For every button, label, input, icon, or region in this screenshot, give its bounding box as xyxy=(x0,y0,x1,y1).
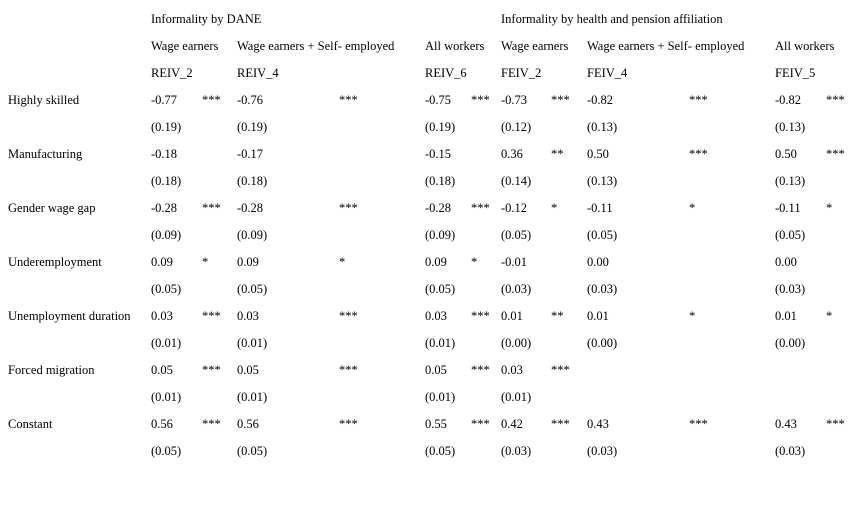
coefficient: 0.56 xyxy=(237,417,259,431)
significance-stars: * xyxy=(339,255,346,269)
significance-stars: *** xyxy=(826,417,845,431)
column-code: REIV_6 xyxy=(425,66,467,80)
significance-stars: ** xyxy=(551,309,564,323)
standard-error: (0.05) xyxy=(425,282,456,296)
coefficient: 0.55 xyxy=(425,417,447,431)
coefficient: 0.01 xyxy=(501,309,523,323)
standard-error: (0.05) xyxy=(237,444,268,458)
coefficient: 0.03 xyxy=(237,309,259,323)
significance-stars: *** xyxy=(471,93,490,107)
standard-error: (0.03) xyxy=(501,282,532,296)
significance-stars: *** xyxy=(551,363,570,377)
significance-stars: * xyxy=(826,201,833,215)
significance-stars: *** xyxy=(689,147,708,161)
standard-error: (0.18) xyxy=(237,174,268,188)
significance-stars: *** xyxy=(471,417,490,431)
significance-stars: *** xyxy=(339,363,358,377)
significance-stars: *** xyxy=(202,309,221,323)
significance-stars: *** xyxy=(689,93,708,107)
standard-error: (0.03) xyxy=(775,444,806,458)
column-description: Wage earners xyxy=(151,39,219,53)
standard-error: (0.19) xyxy=(151,120,182,134)
coefficient: 0.09 xyxy=(151,255,173,269)
significance-stars: *** xyxy=(339,93,358,107)
row-label: Underemployment xyxy=(8,255,102,269)
significance-stars: * xyxy=(689,309,696,323)
group-header: Informality by health and pension affiliation xyxy=(501,12,723,26)
coefficient: 0.05 xyxy=(425,363,447,377)
significance-stars: *** xyxy=(339,417,358,431)
standard-error: (0.00) xyxy=(501,336,532,350)
standard-error: (0.01) xyxy=(151,390,182,404)
coefficient: -0.82 xyxy=(775,93,802,107)
coefficient: -0.28 xyxy=(237,201,264,215)
coefficient: 0.01 xyxy=(775,309,797,323)
coefficient: -0.28 xyxy=(425,201,452,215)
row-label: Gender wage gap xyxy=(8,201,96,215)
standard-error: (0.18) xyxy=(151,174,182,188)
row-label: Highly skilled xyxy=(8,93,80,107)
standard-error: (0.03) xyxy=(775,282,806,296)
coefficient: -0.75 xyxy=(425,93,452,107)
standard-error: (0.03) xyxy=(587,282,618,296)
standard-error: (0.03) xyxy=(587,444,618,458)
coefficient: -0.73 xyxy=(501,93,528,107)
significance-stars: *** xyxy=(202,363,221,377)
coefficient: 0.50 xyxy=(587,147,609,161)
coefficient: -0.77 xyxy=(151,93,178,107)
coefficient: -0.12 xyxy=(501,201,528,215)
coefficient: 0.00 xyxy=(775,255,797,269)
standard-error: (0.05) xyxy=(425,444,456,458)
column-description: Wage earners + Self- employed xyxy=(237,39,395,53)
standard-error: (0.13) xyxy=(775,174,806,188)
standard-error: (0.12) xyxy=(501,120,532,134)
row-label: Manufacturing xyxy=(8,147,83,161)
column-code: REIV_2 xyxy=(151,66,193,80)
column-code: FEIV_5 xyxy=(775,66,816,80)
coefficient: -0.76 xyxy=(237,93,264,107)
significance-stars: *** xyxy=(689,417,708,431)
column-code: REIV_4 xyxy=(237,66,279,80)
coefficient: 0.05 xyxy=(151,363,173,377)
significance-stars: *** xyxy=(202,93,221,107)
coefficient: 0.01 xyxy=(587,309,609,323)
standard-error: (0.01) xyxy=(237,336,268,350)
column-code: FEIV_2 xyxy=(501,66,542,80)
standard-error: (0.01) xyxy=(425,390,456,404)
column-description: All workers xyxy=(775,39,835,53)
standard-error: (0.01) xyxy=(425,336,456,350)
significance-stars: ** xyxy=(551,147,564,161)
standard-error: (0.19) xyxy=(425,120,456,134)
significance-stars: * xyxy=(689,201,696,215)
coefficient: 0.05 xyxy=(237,363,259,377)
significance-stars: *** xyxy=(826,93,845,107)
coefficient: 0.03 xyxy=(501,363,523,377)
standard-error: (0.13) xyxy=(775,120,806,134)
coefficient: 0.09 xyxy=(425,255,447,269)
coefficient: -0.11 xyxy=(775,201,801,215)
standard-error: (0.05) xyxy=(587,228,618,242)
significance-stars: * xyxy=(471,255,478,269)
standard-error: (0.14) xyxy=(501,174,532,188)
standard-error: (0.00) xyxy=(587,336,618,350)
significance-stars: *** xyxy=(471,363,490,377)
standard-error: (0.03) xyxy=(501,444,532,458)
group-header: Informality by DANE xyxy=(151,12,262,26)
coefficient: 0.50 xyxy=(775,147,797,161)
significance-stars: *** xyxy=(339,309,358,323)
significance-stars: *** xyxy=(471,309,490,323)
row-label: Forced migration xyxy=(8,363,95,377)
standard-error: (0.18) xyxy=(425,174,456,188)
standard-error: (0.01) xyxy=(237,390,268,404)
standard-error: (0.05) xyxy=(237,282,268,296)
significance-stars: * xyxy=(551,201,558,215)
coefficient: 0.56 xyxy=(151,417,173,431)
coefficient: -0.01 xyxy=(501,255,528,269)
coefficient: 0.43 xyxy=(775,417,797,431)
coefficient: 0.03 xyxy=(425,309,447,323)
standard-error: (0.05) xyxy=(775,228,806,242)
coefficient: -0.18 xyxy=(151,147,178,161)
significance-stars: *** xyxy=(471,201,490,215)
coefficient: 0.00 xyxy=(587,255,609,269)
standard-error: (0.05) xyxy=(151,282,182,296)
coefficient: -0.17 xyxy=(237,147,264,161)
significance-stars: *** xyxy=(339,201,358,215)
significance-stars: *** xyxy=(202,201,221,215)
standard-error: (0.09) xyxy=(237,228,268,242)
coefficient: -0.28 xyxy=(151,201,178,215)
coefficient: 0.36 xyxy=(501,147,523,161)
row-label: Constant xyxy=(8,417,53,431)
coefficient: -0.82 xyxy=(587,93,614,107)
standard-error: (0.05) xyxy=(501,228,532,242)
significance-stars: * xyxy=(202,255,209,269)
coefficient: 0.43 xyxy=(587,417,609,431)
significance-stars: *** xyxy=(551,93,570,107)
column-description: Wage earners + Self- employed xyxy=(587,39,745,53)
standard-error: (0.09) xyxy=(425,228,456,242)
standard-error: (0.01) xyxy=(151,336,182,350)
coefficient: 0.03 xyxy=(151,309,173,323)
coefficient: -0.11 xyxy=(587,201,613,215)
standard-error: (0.13) xyxy=(587,120,618,134)
standard-error: (0.00) xyxy=(775,336,806,350)
significance-stars: * xyxy=(826,309,833,323)
significance-stars: *** xyxy=(551,417,570,431)
standard-error: (0.01) xyxy=(501,390,532,404)
coefficient: 0.42 xyxy=(501,417,523,431)
standard-error: (0.05) xyxy=(151,444,182,458)
standard-error: (0.09) xyxy=(151,228,182,242)
column-description: All workers xyxy=(425,39,485,53)
standard-error: (0.13) xyxy=(587,174,618,188)
significance-stars: *** xyxy=(826,147,845,161)
column-description: Wage earners xyxy=(501,39,569,53)
coefficient: -0.15 xyxy=(425,147,452,161)
column-code: FEIV_4 xyxy=(587,66,628,80)
standard-error: (0.19) xyxy=(237,120,268,134)
row-label: Unemployment duration xyxy=(8,309,131,323)
significance-stars: *** xyxy=(202,417,221,431)
coefficient: 0.09 xyxy=(237,255,259,269)
